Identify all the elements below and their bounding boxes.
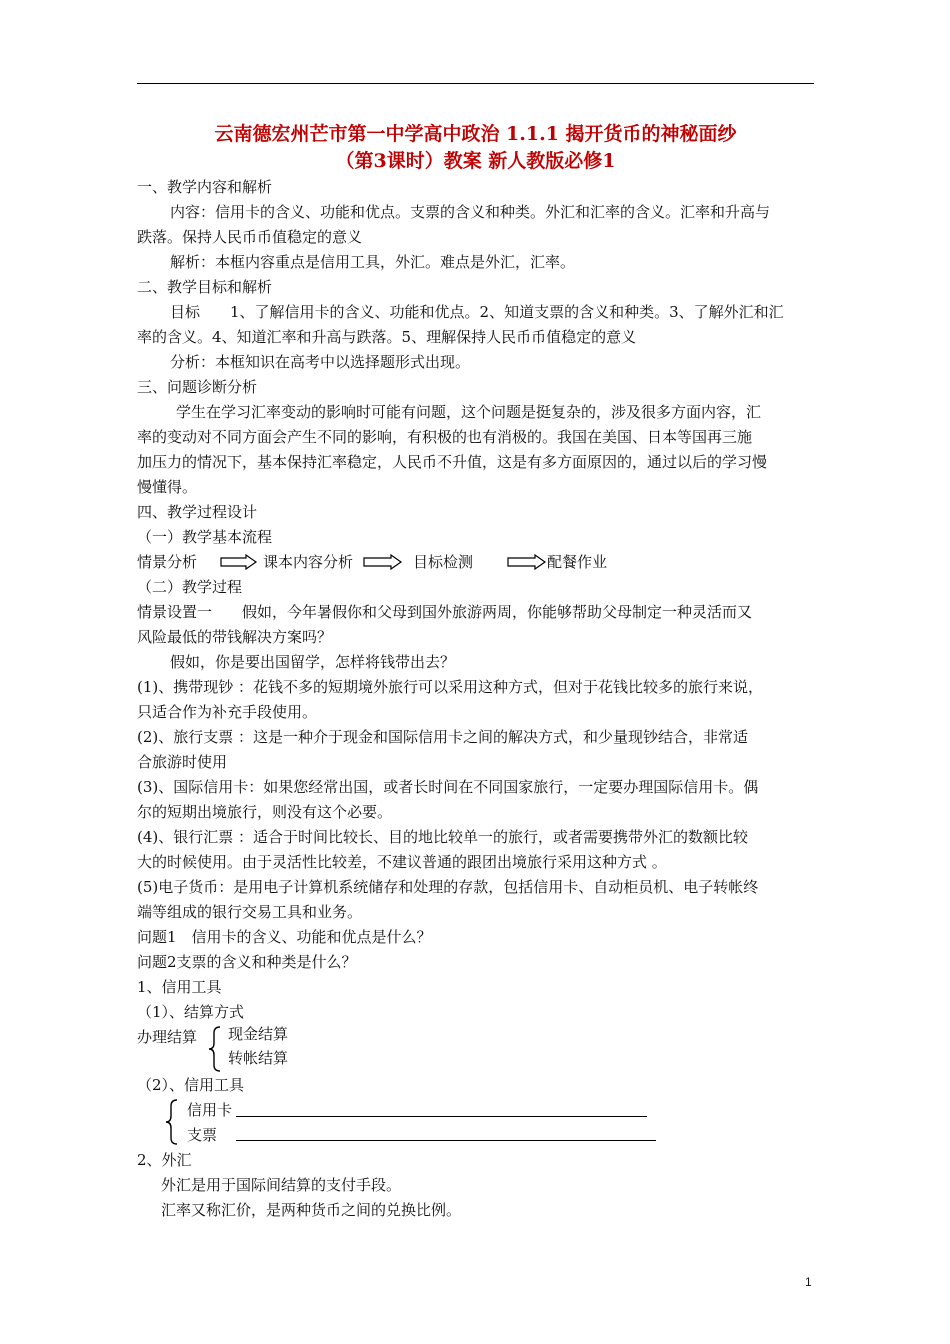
s4-sub2-heading: （二）教学过程	[137, 578, 243, 596]
section-2-heading: 二、教学目标和解析	[137, 278, 273, 296]
settlement-option-transfer: 转帐结算	[228, 1049, 289, 1067]
question-1: 问题1 信用卡的含义、功能和优点是什么？	[137, 928, 432, 946]
subheading-settlement: （1）、结算方式	[137, 1003, 245, 1021]
doc-title-line1: 云南德宏州芒市第一中学高中政治 1.1.1 揭开货币的神秘面纱	[214, 123, 737, 145]
header-rule	[137, 83, 814, 84]
page-number: 1	[805, 1275, 812, 1289]
flow-arrow-2-icon	[363, 554, 403, 570]
flow-arrow-1-icon	[220, 554, 258, 570]
settlement-label: 办理结算	[137, 1028, 198, 1046]
item-5-line1: (5)电子货币：是用电子计算机系统储存和处理的存款，包括信用卡、自动柜员机、电子转帐终	[137, 878, 759, 896]
item-1-line1: (1)、携带现钞 ：花钱不多的短期境外旅行可以采用这种方式，但对于花钱比较多的旅行来说，	[137, 678, 764, 696]
scene-line1: 情景设置一 假如，今年暑假你和父母到国外旅游两周，你能够帮助父母制定一种灵活而又	[137, 603, 753, 621]
scene-line3: 假如，你是要出国留学，怎样将钱带出去？	[170, 653, 456, 671]
tool-credit-card: 信用卡	[187, 1101, 233, 1119]
doc-title-line2: （第3课时）教案 新人教版必修1	[335, 150, 616, 172]
subheading-credit-instruments: （2）、信用工具	[137, 1076, 245, 1094]
section-4-heading: 四、教学过程设计	[137, 503, 258, 521]
s1-content-line2: 跌落。保持人民币币值稳定的意义	[137, 228, 363, 246]
scene-line2: 风险最低的带钱解决方案吗？	[137, 628, 333, 646]
brace-credit-tools-icon	[165, 1098, 181, 1146]
item-2-line1: (2)、旅行支票 ：这是一种介于现金和国际信用卡之间的解决方式，和少量现钞结合，非常适	[137, 728, 749, 746]
fx-definition: 外汇是用于国际间结算的支付手段。	[161, 1176, 402, 1194]
item-1-line2: 只适合作为补充手段使用。	[137, 703, 318, 721]
flow-arrow-3-icon	[507, 554, 547, 570]
heading-foreign-exchange: 2、外汇	[137, 1151, 192, 1169]
exchange-rate-definition: 汇率又称汇价，是两种货币之间的兑换比例。	[161, 1201, 462, 1219]
s2-goal-line1: 目标 1、了解信用卡的含义、功能和优点。2、知道支票的含义和种类。3、了解外汇和汇	[170, 303, 784, 321]
item-5-line2: 端等组成的银行交易工具和业务。	[137, 903, 363, 921]
s3-para-line3: 加压力的情况下，基本保持汇率稳定，人民币不升值，这是有多方面原因的，通过以后的学习慢	[137, 453, 768, 471]
section-1-heading: 一、教学内容和解析	[137, 178, 273, 196]
s3-para-line2: 率的变动对不同方面会产生不同的影响，有积极的也有消极的。我国在美国、日本等国再三施	[137, 428, 753, 446]
s2-goal-line2: 率的含义。4、知道汇率和升高与跌落。5、理解保持人民币币值稳定的意义	[137, 328, 637, 346]
blank-line-cheque	[236, 1140, 656, 1141]
item-4-line2: 大的时候使用。由于灵活性比较差，不建议普通的跟团出境旅行采用这种方式 。	[137, 853, 667, 871]
section-3-heading: 三、问题诊断分析	[137, 378, 258, 396]
flow-step-4: 配餐作业	[547, 553, 608, 571]
item-2-line2: 合旅游时使用	[137, 753, 228, 771]
question-2: 问题2支票的含义和种类是什么？	[137, 953, 357, 971]
blank-line-credit-card	[236, 1116, 647, 1117]
s4-sub1-heading: （一）教学基本流程	[137, 528, 273, 546]
flow-step-1: 情景分析	[137, 553, 198, 571]
brace-settlement-icon	[208, 1025, 224, 1073]
flow-step-2: 课本内容分析	[263, 553, 354, 571]
item-4-line1: (4)、银行汇票 ：适合于时间比较长、目的地比较单一的旅行，或者需要携带外汇的数额比较	[137, 828, 749, 846]
s1-analysis: 解析：本框内容重点是信用工具，外汇。难点是外汇，汇率。	[170, 253, 576, 271]
flow-step-3: 目标检测	[413, 553, 474, 571]
item-3-line1: (3)、国际信用卡：如果您经常出国，或者长时间在不同国家旅行，一定要办理国际信用卡。偶	[137, 778, 759, 796]
tool-cheque: 支票	[187, 1126, 218, 1144]
item-3-line2: 尔的短期出境旅行，则没有这个必要。	[137, 803, 393, 821]
s3-para-line4: 慢懂得。	[137, 478, 198, 496]
s3-para-line1: 学生在学习汇率变动的影响时可能有问题，这个问题是挺复杂的，涉及很多方面内容，汇	[176, 403, 762, 421]
s1-content-line1: 内容：信用卡的含义、功能和优点。支票的含义和种类。外汇和汇率的含义。汇率和升高与	[170, 203, 771, 221]
settlement-option-cash: 现金结算	[228, 1025, 289, 1043]
s2-analysis: 分析：本框知识在高考中以选择题形式出现。	[170, 353, 471, 371]
heading-credit-tools: 1、信用工具	[137, 978, 222, 996]
